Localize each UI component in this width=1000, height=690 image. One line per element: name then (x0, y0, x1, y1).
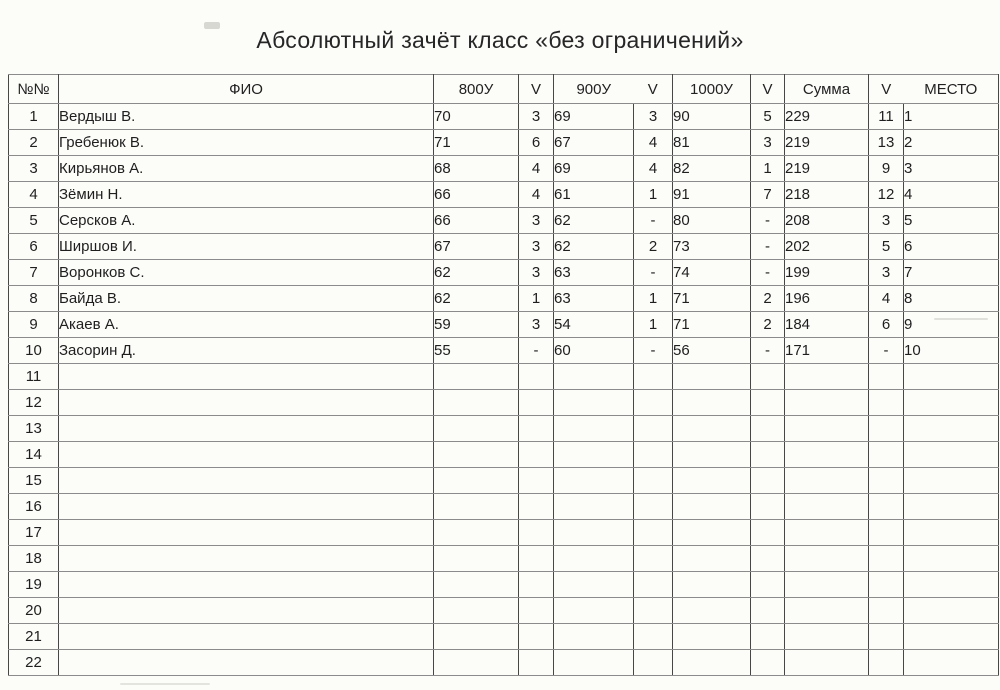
v1-cell (519, 416, 554, 442)
v2-cell (634, 364, 673, 390)
v4-cell (869, 416, 904, 442)
sum-cell: 229 (785, 104, 869, 130)
v3-cell: 1 (751, 156, 785, 182)
score-900-cell: 61 (554, 182, 634, 208)
sum-cell (785, 520, 869, 546)
v1-cell (519, 364, 554, 390)
score-800-cell: 67 (434, 234, 519, 260)
table-row (9, 312, 999, 338)
score-800-cell (434, 598, 519, 624)
v3-cell: - (751, 260, 785, 286)
results-table (8, 74, 999, 676)
v2-cell: 4 (634, 156, 673, 182)
score-1000-cell: 90 (673, 104, 751, 130)
row-number-cell: 18 (9, 546, 59, 572)
score-1000-cell (673, 598, 751, 624)
score-900-cell: 69 (554, 104, 634, 130)
name-cell (59, 416, 434, 442)
score-900-cell (554, 416, 634, 442)
row-number-cell: 14 (9, 442, 59, 468)
name-cell: Байда В. (59, 286, 434, 312)
score-1000-cell (673, 546, 751, 572)
scan-artifact (120, 683, 210, 685)
score-800-cell: 68 (434, 156, 519, 182)
score-1000-cell (673, 468, 751, 494)
name-cell (59, 468, 434, 494)
table-row (9, 286, 999, 312)
v1-cell (519, 546, 554, 572)
v2-cell (634, 598, 673, 624)
name-cell (59, 546, 434, 572)
v2-cell: 2 (634, 234, 673, 260)
v2-cell: 3 (634, 104, 673, 130)
v3-cell (751, 572, 785, 598)
place-cell (904, 598, 999, 624)
v4-cell (869, 624, 904, 650)
table-row (9, 104, 999, 130)
table-row (9, 156, 999, 182)
v2-cell (634, 546, 673, 572)
place-cell (904, 624, 999, 650)
score-900-cell (554, 572, 634, 598)
v4-cell: 6 (869, 312, 904, 338)
score-1000-cell: 71 (673, 286, 751, 312)
row-number-cell: 17 (9, 520, 59, 546)
v4-cell: - (869, 338, 904, 364)
score-1000-cell (673, 416, 751, 442)
place-cell: 6 (904, 234, 999, 260)
score-1000-cell: 71 (673, 312, 751, 338)
place-cell (904, 650, 999, 676)
v2-cell: - (634, 260, 673, 286)
score-900-cell: 69 (554, 156, 634, 182)
score-900-cell (554, 650, 634, 676)
score-900-cell (554, 624, 634, 650)
v3-cell (751, 416, 785, 442)
score-1000-cell (673, 364, 751, 390)
v1-cell (519, 390, 554, 416)
v2-cell: - (634, 208, 673, 234)
score-900-cell (554, 390, 634, 416)
sum-cell (785, 468, 869, 494)
col-header-summa: Сумма (785, 75, 869, 104)
score-800-cell (434, 650, 519, 676)
place-cell (904, 468, 999, 494)
score-1000-cell: 74 (673, 260, 751, 286)
row-number-cell: 19 (9, 572, 59, 598)
sum-cell: 184 (785, 312, 869, 338)
v3-cell (751, 494, 785, 520)
table-row (9, 130, 999, 156)
score-1000-cell: 81 (673, 130, 751, 156)
col-header-900u: 900У (554, 75, 634, 104)
v2-cell (634, 442, 673, 468)
table-row (9, 364, 999, 390)
sum-cell (785, 624, 869, 650)
v4-cell (869, 572, 904, 598)
score-1000-cell (673, 442, 751, 468)
sum-cell (785, 442, 869, 468)
sum-cell (785, 390, 869, 416)
results-table-body (9, 104, 999, 676)
v2-cell: 4 (634, 130, 673, 156)
row-number-cell: 9 (9, 312, 59, 338)
row-number-cell: 2 (9, 130, 59, 156)
v2-cell (634, 468, 673, 494)
name-cell: Кирьянов А. (59, 156, 434, 182)
v3-cell (751, 520, 785, 546)
place-cell (904, 364, 999, 390)
score-900-cell: 62 (554, 234, 634, 260)
sum-cell (785, 572, 869, 598)
score-900-cell: 60 (554, 338, 634, 364)
v1-cell: 6 (519, 130, 554, 156)
v4-cell (869, 364, 904, 390)
row-number-cell: 7 (9, 260, 59, 286)
v3-cell: 2 (751, 286, 785, 312)
col-header-v3: V (751, 75, 785, 104)
score-800-cell: 59 (434, 312, 519, 338)
col-header-v1: V (519, 75, 554, 104)
v3-cell (751, 546, 785, 572)
v1-cell (519, 520, 554, 546)
score-800-cell: 66 (434, 208, 519, 234)
name-cell: Серсков А. (59, 208, 434, 234)
v2-cell (634, 494, 673, 520)
v4-cell (869, 390, 904, 416)
score-900-cell: 62 (554, 208, 634, 234)
v1-cell: 4 (519, 182, 554, 208)
row-number-cell: 8 (9, 286, 59, 312)
score-1000-cell (673, 520, 751, 546)
place-cell (904, 572, 999, 598)
v4-cell (869, 442, 904, 468)
score-800-cell (434, 494, 519, 520)
v2-cell: 1 (634, 182, 673, 208)
v3-cell (751, 650, 785, 676)
row-number-cell: 20 (9, 598, 59, 624)
v1-cell: 3 (519, 234, 554, 260)
col-header-800u: 800У (434, 75, 519, 104)
v3-cell: 3 (751, 130, 785, 156)
score-800-cell: 71 (434, 130, 519, 156)
score-1000-cell: 56 (673, 338, 751, 364)
place-cell: 10 (904, 338, 999, 364)
place-cell: 8 (904, 286, 999, 312)
score-800-cell: 66 (434, 182, 519, 208)
sum-cell: 208 (785, 208, 869, 234)
v1-cell (519, 494, 554, 520)
sum-cell: 171 (785, 338, 869, 364)
table-row (9, 546, 999, 572)
name-cell (59, 598, 434, 624)
v2-cell (634, 572, 673, 598)
name-cell: Воронков С. (59, 260, 434, 286)
sum-cell (785, 546, 869, 572)
place-cell: 5 (904, 208, 999, 234)
place-cell: 4 (904, 182, 999, 208)
name-cell: Вердыш В. (59, 104, 434, 130)
score-1000-cell (673, 572, 751, 598)
col-header-fio: ФИО (59, 75, 434, 104)
score-800-cell (434, 572, 519, 598)
v3-cell: 7 (751, 182, 785, 208)
score-800-cell (434, 468, 519, 494)
place-cell: 7 (904, 260, 999, 286)
score-900-cell (554, 520, 634, 546)
v2-cell: 1 (634, 312, 673, 338)
name-cell (59, 494, 434, 520)
score-800-cell: 55 (434, 338, 519, 364)
table-row (9, 390, 999, 416)
v4-cell (869, 598, 904, 624)
table-row (9, 468, 999, 494)
page-title: Абсолютный зачёт класс «без ограничений» (256, 27, 744, 53)
v3-cell (751, 442, 785, 468)
score-1000-cell: 80 (673, 208, 751, 234)
place-cell: 3 (904, 156, 999, 182)
place-cell: 9 (904, 312, 999, 338)
table-row (9, 650, 999, 676)
score-800-cell: 62 (434, 260, 519, 286)
col-header-v4: V (869, 75, 904, 104)
score-1000-cell: 73 (673, 234, 751, 260)
table-row (9, 442, 999, 468)
col-header-v2: V (634, 75, 673, 104)
sum-cell: 218 (785, 182, 869, 208)
sum-cell: 202 (785, 234, 869, 260)
v3-cell (751, 624, 785, 650)
v3-cell (751, 390, 785, 416)
score-800-cell (434, 442, 519, 468)
name-cell (59, 624, 434, 650)
table-row (9, 338, 999, 364)
col-header-1000u: 1000У (673, 75, 751, 104)
v1-cell: 3 (519, 208, 554, 234)
v4-cell (869, 546, 904, 572)
table-row (9, 598, 999, 624)
sum-cell: 199 (785, 260, 869, 286)
v2-cell (634, 416, 673, 442)
score-1000-cell: 82 (673, 156, 751, 182)
row-number-cell: 11 (9, 364, 59, 390)
row-number-cell: 3 (9, 156, 59, 182)
v1-cell: 3 (519, 312, 554, 338)
name-cell: Акаев А. (59, 312, 434, 338)
score-1000-cell (673, 650, 751, 676)
v2-cell (634, 650, 673, 676)
name-cell (59, 390, 434, 416)
row-number-cell: 12 (9, 390, 59, 416)
name-cell: Засорин Д. (59, 338, 434, 364)
row-number-cell: 16 (9, 494, 59, 520)
col-header-number: №№ (9, 75, 59, 104)
sum-cell: 219 (785, 130, 869, 156)
scan-artifact (204, 22, 220, 29)
score-900-cell: 54 (554, 312, 634, 338)
score-900-cell (554, 364, 634, 390)
v1-cell: 4 (519, 156, 554, 182)
table-row (9, 624, 999, 650)
v1-cell (519, 572, 554, 598)
v3-cell: 2 (751, 312, 785, 338)
v1-cell: - (519, 338, 554, 364)
sum-cell (785, 598, 869, 624)
table-row (9, 260, 999, 286)
v1-cell: 1 (519, 286, 554, 312)
row-number-cell: 10 (9, 338, 59, 364)
row-number-cell: 21 (9, 624, 59, 650)
score-1000-cell (673, 494, 751, 520)
row-number-cell: 4 (9, 182, 59, 208)
v4-cell: 11 (869, 104, 904, 130)
v3-cell: 5 (751, 104, 785, 130)
sum-cell: 219 (785, 156, 869, 182)
score-900-cell (554, 546, 634, 572)
sum-cell: 196 (785, 286, 869, 312)
score-800-cell (434, 364, 519, 390)
v2-cell: 1 (634, 286, 673, 312)
row-number-cell: 1 (9, 104, 59, 130)
name-cell (59, 442, 434, 468)
col-header-mesto: МЕСТО (904, 75, 999, 104)
v3-cell (751, 364, 785, 390)
v2-cell (634, 390, 673, 416)
table-row (9, 182, 999, 208)
row-number-cell: 22 (9, 650, 59, 676)
sum-cell (785, 650, 869, 676)
name-cell (59, 650, 434, 676)
v4-cell: 13 (869, 130, 904, 156)
score-800-cell (434, 390, 519, 416)
name-cell (59, 364, 434, 390)
v1-cell: 3 (519, 260, 554, 286)
score-800-cell (434, 416, 519, 442)
place-cell (904, 416, 999, 442)
row-number-cell: 13 (9, 416, 59, 442)
score-900-cell (554, 468, 634, 494)
row-number-cell: 6 (9, 234, 59, 260)
v4-cell: 12 (869, 182, 904, 208)
name-cell: Гребенюк В. (59, 130, 434, 156)
place-cell (904, 520, 999, 546)
row-number-cell: 15 (9, 468, 59, 494)
place-cell: 2 (904, 130, 999, 156)
v4-cell: 3 (869, 208, 904, 234)
v4-cell: 4 (869, 286, 904, 312)
score-800-cell (434, 546, 519, 572)
v4-cell: 5 (869, 234, 904, 260)
v3-cell: - (751, 338, 785, 364)
v2-cell (634, 624, 673, 650)
name-cell (59, 520, 434, 546)
table-row (9, 416, 999, 442)
place-cell (904, 546, 999, 572)
row-number-cell: 5 (9, 208, 59, 234)
score-800-cell (434, 624, 519, 650)
score-800-cell: 70 (434, 104, 519, 130)
v1-cell (519, 442, 554, 468)
score-900-cell: 63 (554, 286, 634, 312)
score-800-cell (434, 520, 519, 546)
sum-cell (785, 494, 869, 520)
score-1000-cell: 91 (673, 182, 751, 208)
v3-cell: - (751, 208, 785, 234)
place-cell (904, 390, 999, 416)
v2-cell (634, 520, 673, 546)
name-cell: Ширшов И. (59, 234, 434, 260)
name-cell: Зёмин Н. (59, 182, 434, 208)
v4-cell: 9 (869, 156, 904, 182)
place-cell (904, 494, 999, 520)
place-cell (904, 442, 999, 468)
table-row (9, 234, 999, 260)
v4-cell (869, 520, 904, 546)
score-900-cell: 67 (554, 130, 634, 156)
table-row (9, 572, 999, 598)
table-row (9, 494, 999, 520)
v1-cell: 3 (519, 104, 554, 130)
score-900-cell (554, 494, 634, 520)
v3-cell (751, 468, 785, 494)
table-row (9, 520, 999, 546)
score-1000-cell (673, 390, 751, 416)
v2-cell: - (634, 338, 673, 364)
table-row (9, 208, 999, 234)
v4-cell (869, 468, 904, 494)
v1-cell (519, 624, 554, 650)
v4-cell (869, 650, 904, 676)
score-900-cell (554, 598, 634, 624)
sum-cell (785, 416, 869, 442)
sum-cell (785, 364, 869, 390)
v1-cell (519, 598, 554, 624)
v3-cell: - (751, 234, 785, 260)
v4-cell (869, 494, 904, 520)
v1-cell (519, 650, 554, 676)
v3-cell (751, 598, 785, 624)
score-900-cell (554, 442, 634, 468)
v1-cell (519, 468, 554, 494)
score-1000-cell (673, 624, 751, 650)
name-cell (59, 572, 434, 598)
score-800-cell: 62 (434, 286, 519, 312)
place-cell: 1 (904, 104, 999, 130)
v4-cell: 3 (869, 260, 904, 286)
header-row (9, 75, 999, 104)
score-900-cell: 63 (554, 260, 634, 286)
